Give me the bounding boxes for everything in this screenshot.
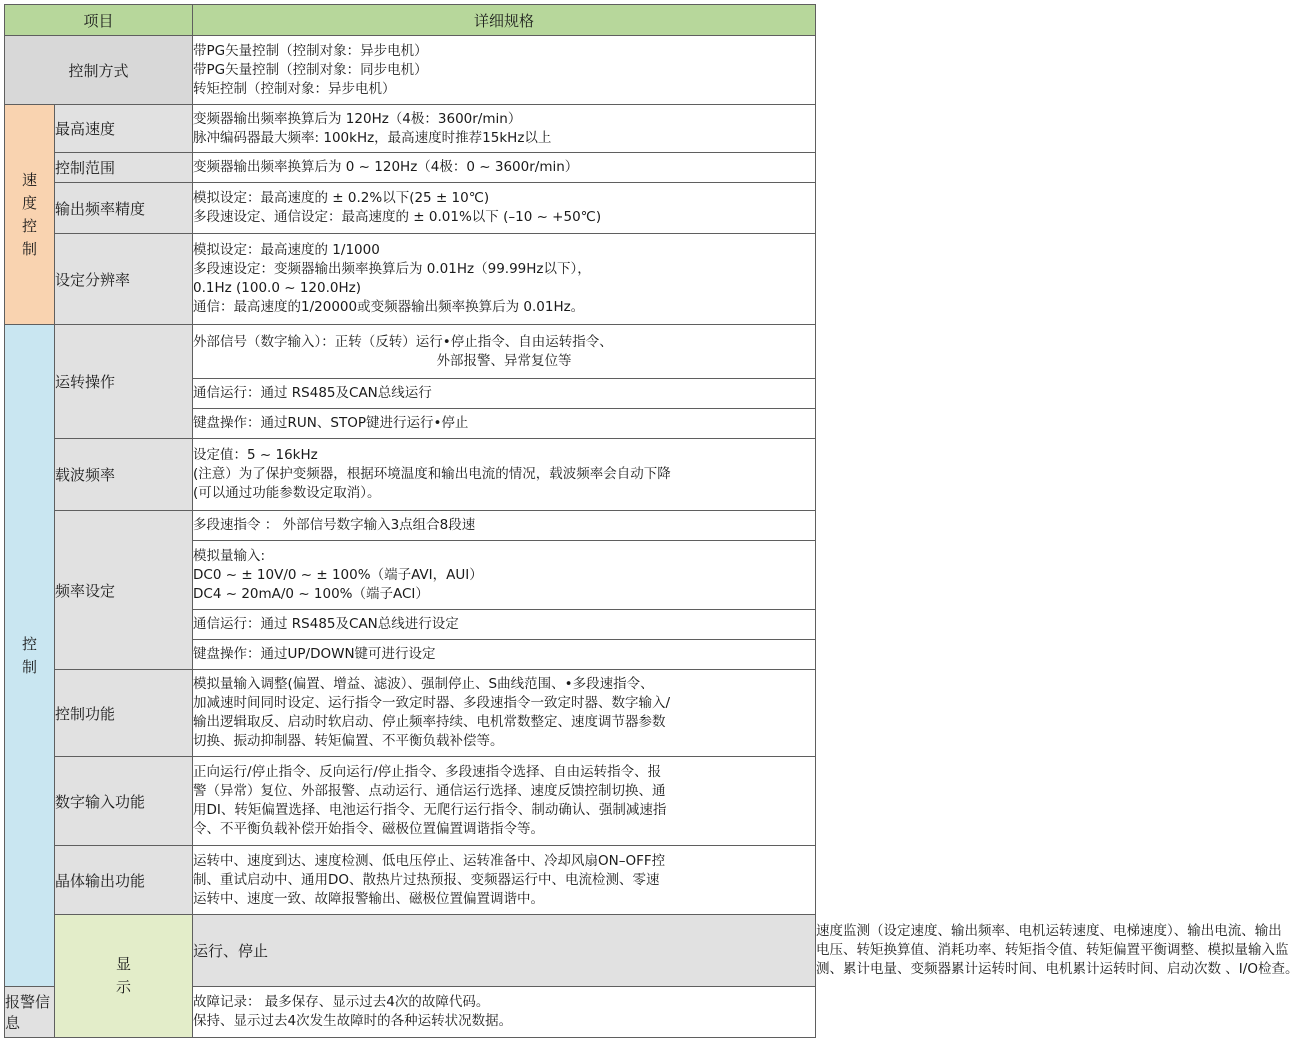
freq-set-multi-desc: 多段速指令 ： 外部信号数字输入3点组合8段速 [193, 511, 816, 541]
header-row [5, 5, 816, 36]
run-op-label: 运转操作 [55, 325, 193, 439]
speed-control-group: 速 度 控 制 [5, 105, 55, 325]
run-stop-row: 显 示 运行、停止 速度监测（设定速度、输出频率、电机运转速度、电梯速度）、输出电流、输出 电压、转矩换算值、消耗功率、转矩指令值、转矩偏置平衡调整、模拟量输入监 测、累计电量、变频器累计运转时间、电机累计运转时间、启动次数 、I/O检查。 [5, 915, 816, 987]
control-range-row [5, 153, 816, 183]
freq-set-analog-desc: 模拟量输入: DC0 ~ ± 10V/0 ~ ± 100%（端子AVI，AUI） DC4 ~ 20mA/0 ~ 100%（端子ACI） [193, 541, 816, 610]
transistor-out-desc: 运转中、速度到达、速度检测、低电压停止、运转准备中、冷却风扇ON–OFF控 制、重试启动中、通用DO、散热片过热预报、变频器运行中、电流检测、零速 运转中、速度一致、故障报警输出、磁极位置偏置调谐中。 [193, 846, 816, 915]
run-stop-label: 运行、停止 [193, 915, 816, 987]
resolution-row [5, 234, 816, 325]
freq-set-label: 频率设定 [55, 511, 193, 670]
resolution-desc: 模拟设定：最高速度的 1/1000 多段速设定：变频器输出频率换算后为 0.01Hz（99.99Hz以下）， 0.1Hz (100.0 ~ 120.0Hz) 通信：最高速度的1/20000或变频器输出频率换算后为 0.01Hz。 [193, 234, 816, 325]
freq-set-keypad-desc: 键盘操作：通过UP/DOWN键可进行设定 [193, 640, 816, 670]
max-speed-label: 最高速度 [55, 105, 193, 153]
carrier-label: 载波频率 [55, 439, 193, 511]
display-group: 显 示 [55, 915, 193, 1038]
alarm-label: 报警信息 [5, 987, 55, 1038]
freq-accuracy-desc: 模拟设定：最高速度的 ± 0.2%以下(25 ± 10℃) 多段速设定、通信设定：最高速度的 ± 0.01%以下 (–10 ~ +50℃) [193, 183, 816, 234]
spec-table [4, 4, 1298, 1038]
header-spec: 详细规格 [193, 5, 816, 36]
control-range-label: 控制范围 [55, 153, 193, 183]
freq-accuracy-row [5, 183, 816, 234]
freq-set-multi-row [5, 511, 816, 541]
freq-accuracy-label: 输出频率精度 [55, 183, 193, 234]
digital-in-row [5, 757, 816, 846]
carrier-row [5, 439, 816, 511]
max-speed-desc: 变频器输出频率换算后为 120Hz（4极：3600r/min） 脉冲编码器最大频率: 100kHz，最高速度时推荐15kHz以上 [193, 105, 816, 153]
control-mode-row [5, 36, 816, 105]
freq-set-comm-desc: 通信运行：通过 RS485及CAN总线进行设定 [193, 610, 816, 640]
digital-in-desc: 正向运行/停止指令、反向运行/停止指令、多段速指令选择、自由运转指令、报 警（异常）复位、外部报警、点动运行、通信运行选择、速度反馈控制切换、通 用DI、转矩偏置选择、电池运行指令、无爬行运行指令、制动确认、强制减速指 令、不平衡负载补偿开始指令、磁极位置偏置调谐指令等。 [193, 757, 816, 846]
transistor-out-label: 晶体输出功能 [55, 846, 193, 915]
control-group: 控 制 [5, 325, 55, 987]
transistor-out-row [5, 846, 816, 915]
digital-in-label: 数字输入功能 [55, 757, 193, 846]
carrier-desc: 设定值：5 ~ 16kHz (注意）为了保护变频器，根据环境温度和输出电流的情况，载波频率会自动下降 (可以通过功能参数设定取消）。 [193, 439, 816, 511]
alarm-desc: 故障记录： 最多保存、显示过去4次的故障代码。 保持、显示过去4次发生故障时的各种运转状况数据。 [193, 987, 816, 1038]
run-op-keypad-desc: 键盘操作：通过RUN、STOP键进行运行•停止 [193, 409, 816, 439]
control-mode-label: 控制方式 [5, 36, 193, 105]
resolution-label: 设定分辨率 [55, 234, 193, 325]
ctrl-func-desc: 模拟量输入调整(偏置、增益、滤波）、强制停止、S曲线范围、•多段速指令、 加减速时间同时设定、运行指令一致定时器、多段速指令一致定时器、数字输入/ 输出逻辑取反、启动时软启动、停止频率持续、电机常数整定、速度调节器参数 切换、振动抑制器、转矩偏置、不平衡负载补偿等。 [193, 670, 816, 757]
control-range-desc: 变频器输出频率换算后为 0 ~ 120Hz（4极：0 ~ 3600r/min） [193, 153, 816, 183]
run-op-external-desc: 外部信号（数字输入）：正转（反转）运行•停止指令、自由运转指令、 外部报警、异常复位等 [193, 325, 816, 379]
control-mode-desc: 带PG矢量控制（控制对象：异步电机） 带PG矢量控制（控制对象：同步电机） 转矩控制（控制对象：异步电机） [193, 36, 816, 105]
max-speed-row [5, 105, 816, 153]
ctrl-func-label: 控制功能 [55, 670, 193, 757]
header-item: 项目 [5, 5, 193, 36]
run-op-comm-desc: 通信运行：通过 RS485及CAN总线运行 [193, 379, 816, 409]
run-op-external-row [5, 325, 816, 379]
ctrl-func-row [5, 670, 816, 757]
